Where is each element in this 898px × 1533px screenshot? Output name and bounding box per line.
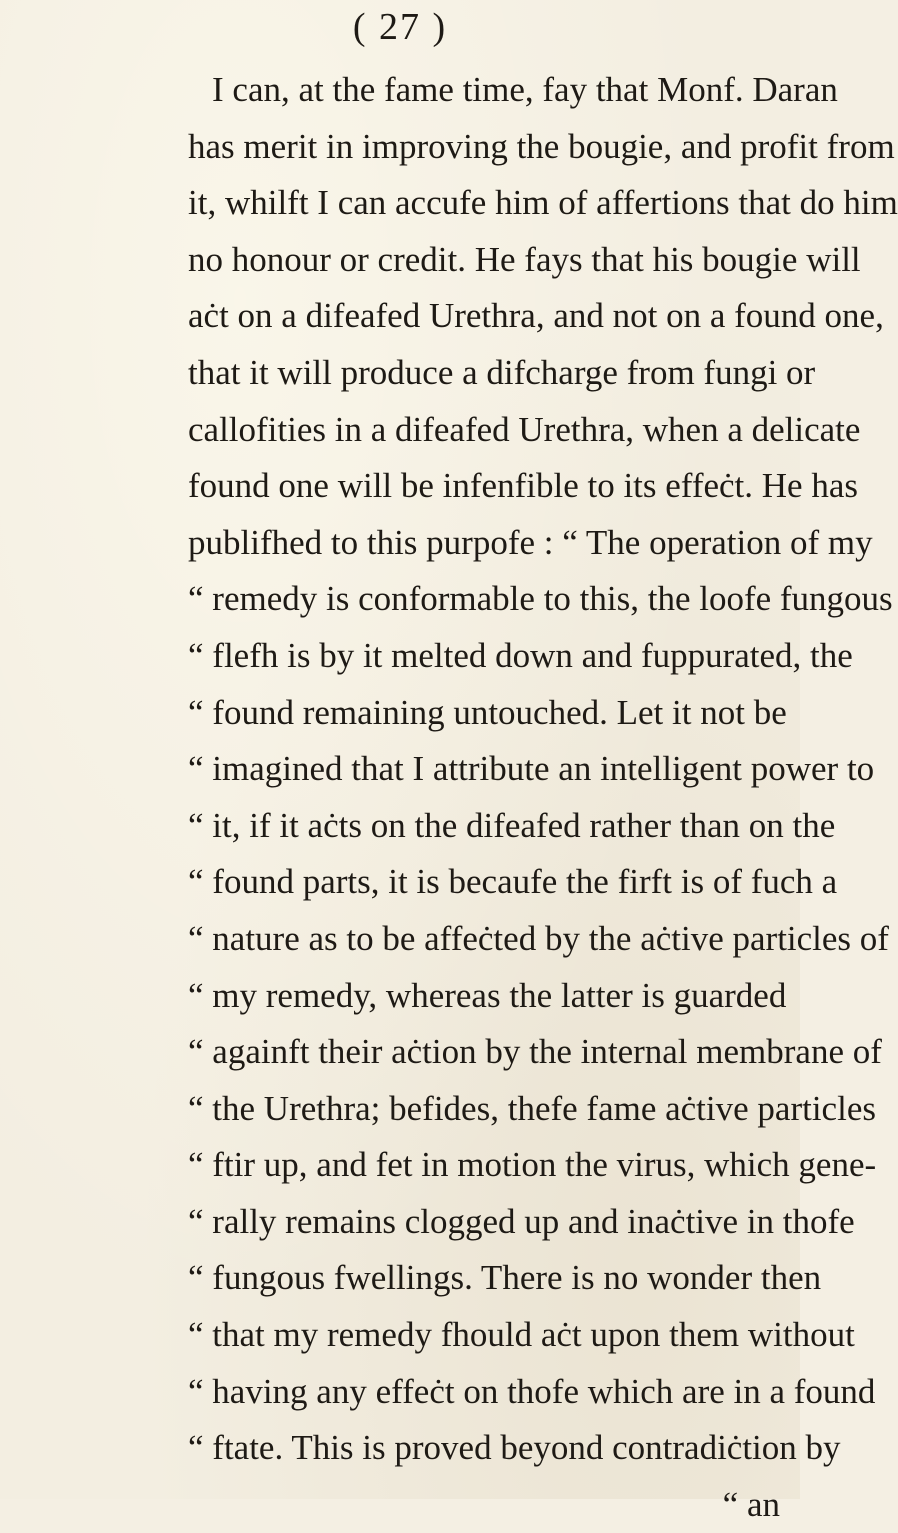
text-line: aċt on a difeafed Urethra, and not on a found one, bbox=[188, 296, 884, 336]
text-line: callofities in a difeafed Urethra, when a delicate bbox=[188, 409, 861, 449]
catchword: “ an bbox=[722, 1484, 780, 1524]
text-line: that it will produce a difcharge from fungi or bbox=[188, 352, 816, 392]
text-line: “ rally remains clogged up and inaċtive in thofe bbox=[188, 1201, 855, 1241]
text-line: “ fungous fwellings. There is no wonder then bbox=[188, 1258, 822, 1298]
text-line: “ found parts, it is becaufe the firft is of fuch a bbox=[188, 862, 838, 902]
text-line: “ flefh is by it melted down and fuppurated, the bbox=[188, 635, 853, 675]
text-line: “ ftate. This is proved beyond contradiċtion by bbox=[188, 1428, 841, 1468]
text-line: publifhed to this purpofe : “ The operation of my bbox=[188, 522, 873, 562]
text-line: “ nature as to be affeċted by the aċtive particles of bbox=[188, 918, 889, 958]
text-line: “ my remedy, whereas the latter is guarded bbox=[188, 975, 787, 1015]
text-line: I can, at the fame time, fay that Monf. Daran bbox=[212, 70, 838, 109]
text-line: has merit in improving the bougie, and profit from bbox=[188, 126, 895, 166]
page-number: ( 27 ) bbox=[352, 6, 448, 48]
text-line: “ remedy is conformable to this, the loofe fungous bbox=[188, 579, 893, 619]
body-text bbox=[0, 62, 898, 1533]
text-line: “ having any effeċt on thofe which are in a found bbox=[188, 1371, 876, 1411]
text-line: found one will be infenfible to its effeċt. He has bbox=[188, 466, 858, 506]
text-line: “ againft their aċtion by the internal membrane of bbox=[188, 1032, 882, 1072]
text-line: no honour or credit. He fays that his bougie will bbox=[188, 239, 861, 279]
text-line: “ ftir up, and fet in motion the virus, which gene- bbox=[188, 1145, 877, 1185]
text-line: “ that my remedy fhould aċt upon them without bbox=[188, 1315, 855, 1355]
text-line: “ it, if it aċts on the difeafed rather than on the bbox=[188, 805, 836, 845]
text-line: “ imagined that I attribute an intelligent power to bbox=[188, 749, 875, 789]
text-line: it, whilft I can accufe him of affertions that do him bbox=[188, 183, 898, 223]
text-line: “ found remaining untouched. Let it not be bbox=[188, 692, 787, 732]
text-line: “ the Urethra; befides, thefe fame aċtive particles bbox=[188, 1088, 876, 1128]
